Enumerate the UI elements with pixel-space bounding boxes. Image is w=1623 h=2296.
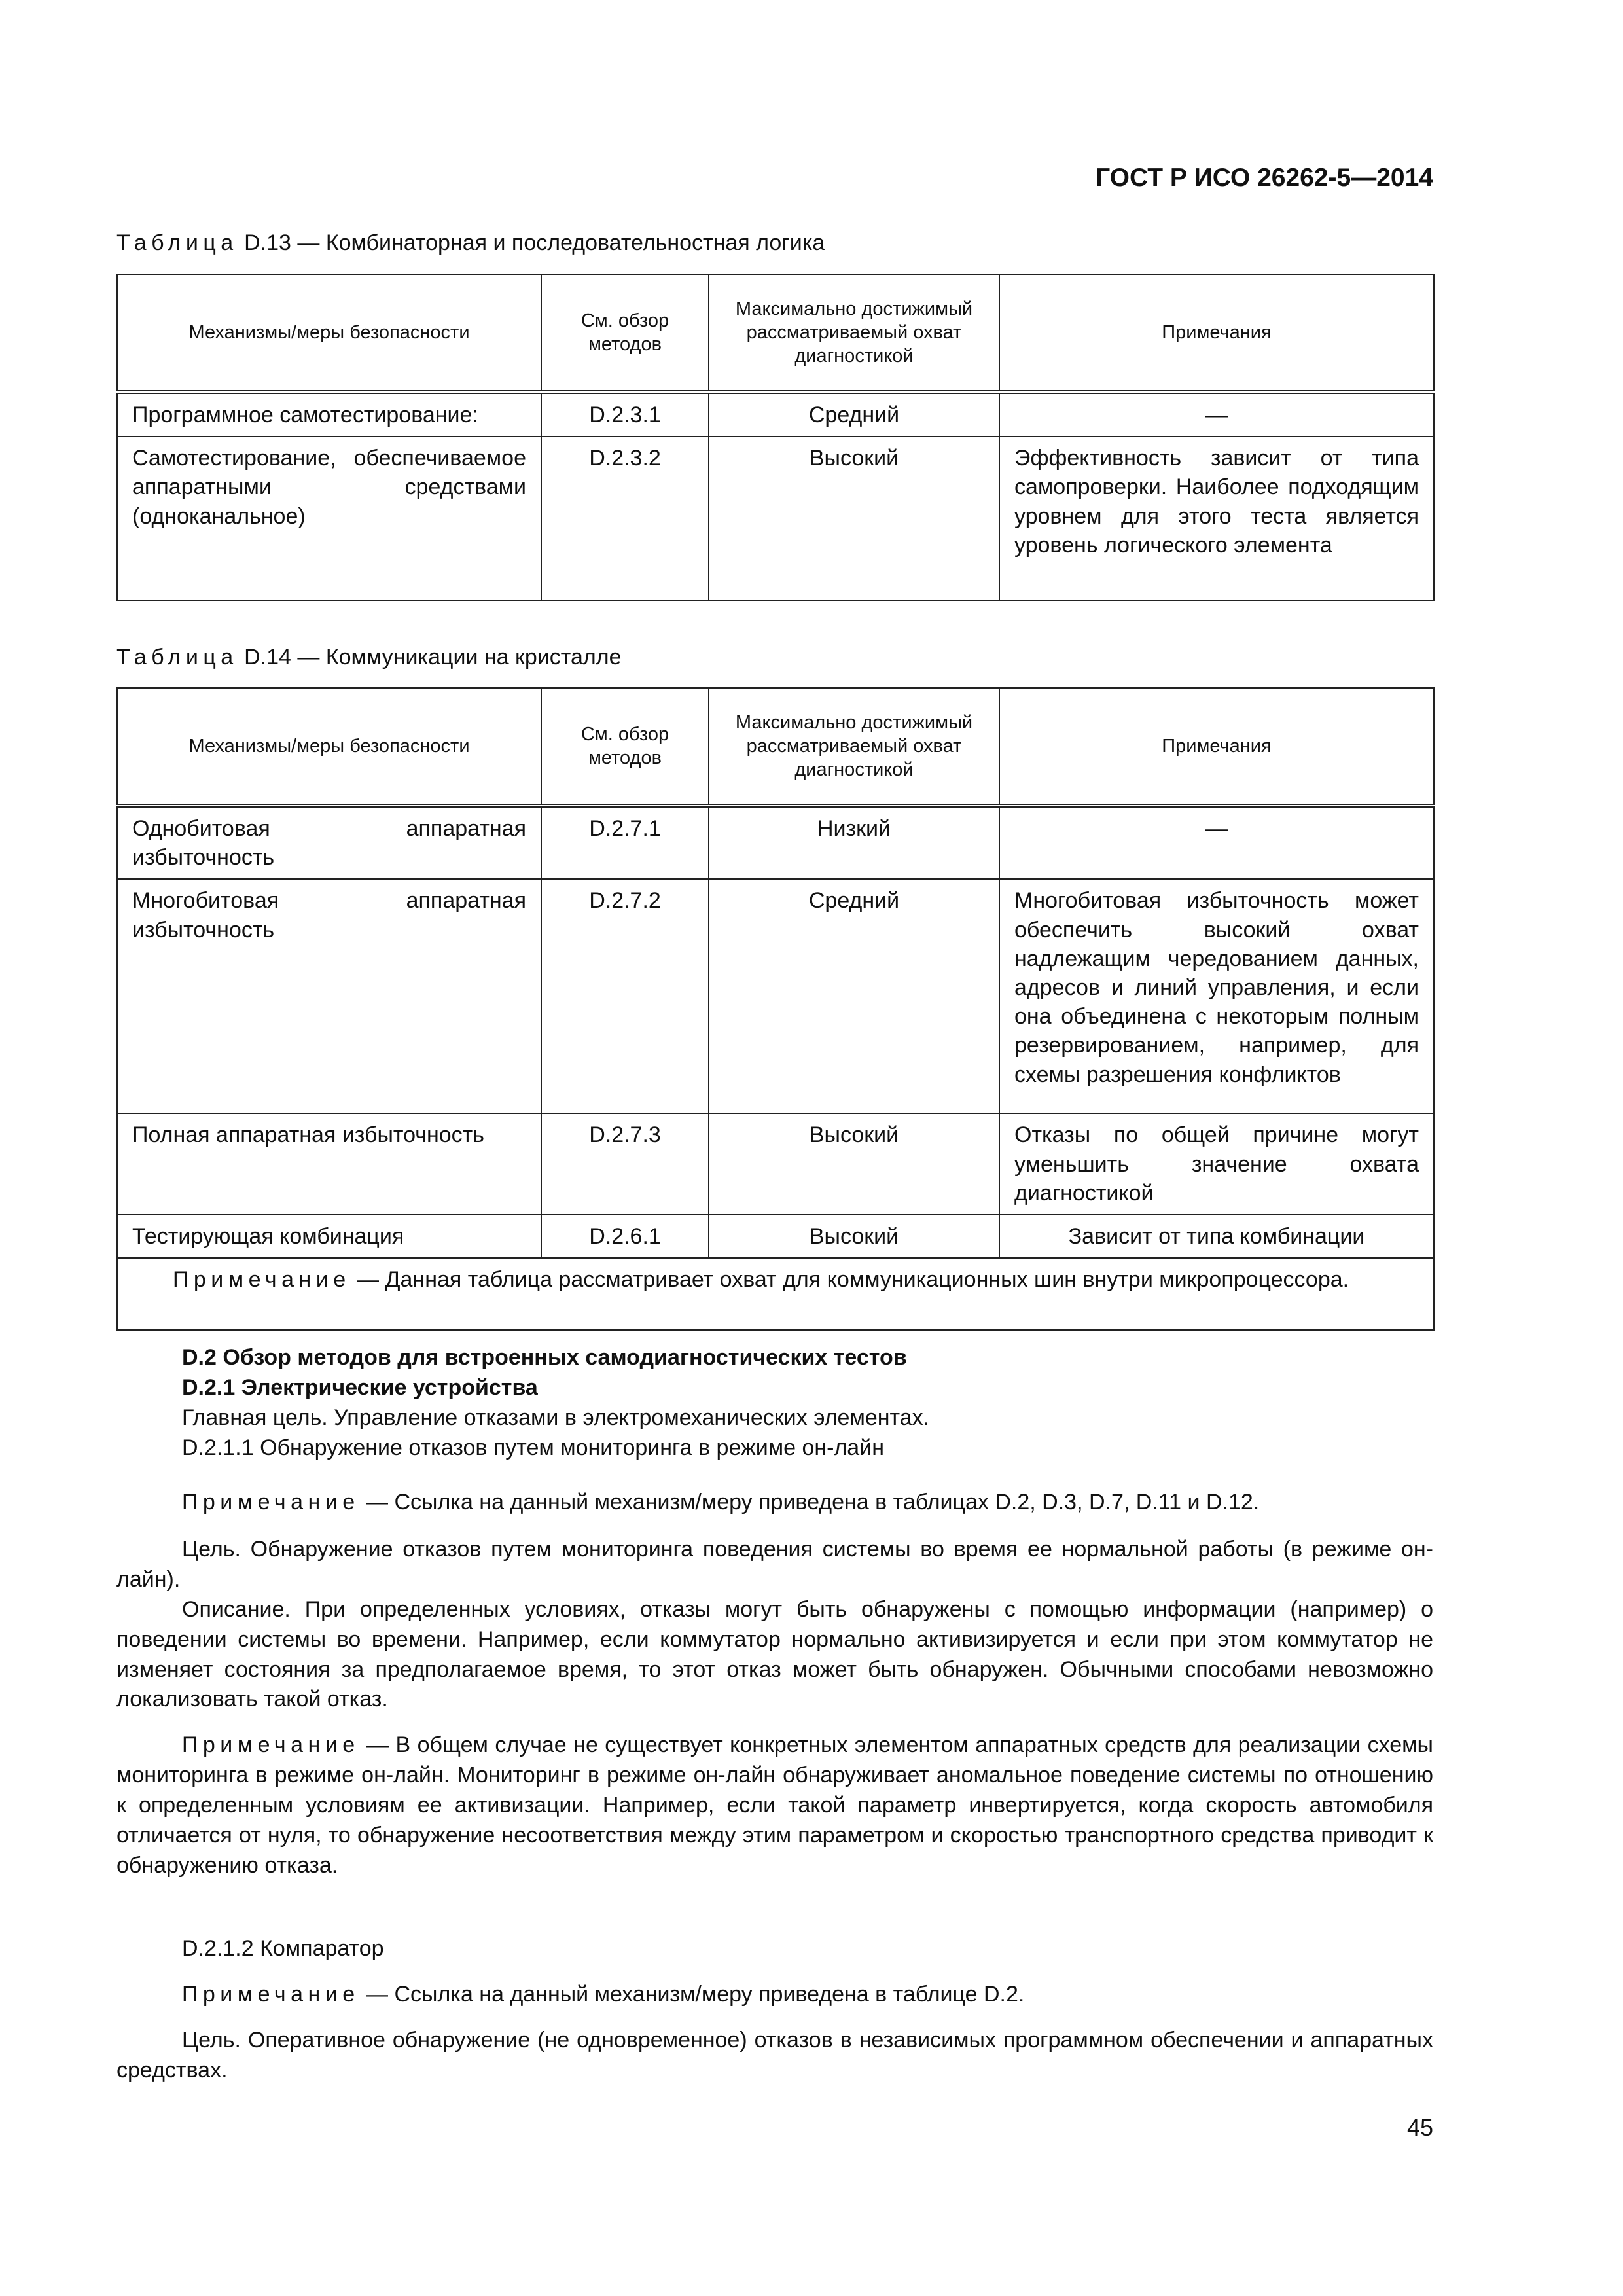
note-2-label: Примечание	[182, 1732, 360, 1757]
header-coverage: Максимально достижимый рассматриваемый охват диагностикой	[709, 274, 999, 392]
cell-ref: D.2.7.2	[541, 879, 709, 1113]
note-2	[116, 1731, 1433, 1880]
heading-d2: D.2 Обзор методов для встроенных самодиагностических тестов	[182, 1345, 907, 1370]
cell-ref: D.2.3.1	[541, 392, 709, 437]
description-1: Описание. При определенных условиях, отказы могут быть обнаружены с помощью информации (например) о поведении системы во времени. Например, если коммутатор нормально активизируется и если при этом коммутатор не изменяет состояния за предполагаемое время, то этот отказ может быть обнаружен. Обычными способами невозможно локализовать такой отказ.	[116, 1596, 1433, 1712]
page-number: 45	[1406, 2114, 1433, 2141]
cell-coverage: Низкий	[709, 806, 999, 879]
header-coverage: Максимально достижимый рассматриваемый охват диагностикой	[709, 688, 999, 806]
note-2-text: — В общем случае не существует конкретных элементом аппаратных средств для реализации схемы мониторинга в режиме он-лайн. Мониторинг в режиме он-лайн обнаруживает аномальное поведение системы по отношению к определенным условиям ее активизации. Например, если такой параметр инвертируется, когда скорость автомобиля отличается от нуля, то обнаружение несоответствия между этим параметром и скоростью транспортного средства приводит к обнаружению отказа.	[116, 1732, 1433, 1878]
header-notes: Примечания	[999, 688, 1434, 806]
table-note-row	[117, 1258, 1434, 1330]
table-d14-note	[117, 1258, 1434, 1330]
cell-ref: D.2.3.2	[541, 437, 709, 600]
note-1	[116, 1488, 1433, 1518]
cell-mechanism: Однобитовая аппаратная избыточность	[117, 806, 541, 879]
table-d14	[116, 687, 1435, 1331]
cell-ref: D.2.6.1	[541, 1215, 709, 1258]
table-row	[117, 1113, 1434, 1215]
cell-coverage: Средний	[709, 392, 999, 437]
header-mechanism: Механизмы/меры безопасности	[117, 274, 541, 392]
table-d14-header-row	[117, 688, 1434, 806]
table-row	[117, 392, 1434, 437]
goal-main: Главная цель. Управление отказами в электромеханических элементах.	[182, 1405, 930, 1430]
body-top-block	[116, 1343, 1433, 1463]
goal-1: Цель. Обнаружение отказов путем мониторинга поведения системы во время ее нормальной работы (в режиме он-лайн).	[116, 1537, 1433, 1592]
cell-mechanism: Полная аппаратная избыточность	[117, 1113, 541, 1215]
cell-mechanism: Программное самотестирование:	[117, 392, 541, 437]
note-3-text: — Ссылка на данный механизм/меру приведена в таблице D.2.	[359, 1982, 1025, 2007]
cell-coverage: Высокий	[709, 1215, 999, 1258]
table-d13-header-row	[117, 274, 1434, 392]
cell-mechanism: Многобитовая аппаратная избыточность	[117, 879, 541, 1113]
cell-ref: D.2.7.1	[541, 806, 709, 879]
table-d13-caption-label: Таблица	[116, 230, 238, 255]
cell-ref: D.2.7.3	[541, 1113, 709, 1215]
note-1-label: Примечание	[182, 1490, 360, 1515]
table-row	[117, 806, 1434, 879]
goal-description-block	[116, 1535, 1433, 1715]
cell-coverage: Высокий	[709, 437, 999, 600]
cell-coverage: Средний	[709, 879, 999, 1113]
header-ref: См. обзор методов	[541, 274, 709, 392]
table-d13-caption-text: D.13 — Комбинаторная и последовательностная логика	[238, 230, 825, 255]
cell-notes: Многобитовая избыточность может обеспечить высокий охват надлежащим чередованием данных, адресов и линий управления, и если она объединена с некоторым полным резервированием, например, для схемы разрешения конфликтов	[999, 879, 1434, 1113]
cell-mechanism: Тестирующая комбинация	[117, 1215, 541, 1258]
header-mechanism: Механизмы/меры безопасности	[117, 688, 541, 806]
cell-notes: Зависит от типа комбинации	[999, 1215, 1434, 1258]
header-ref: См. обзор методов	[541, 688, 709, 806]
note-1-text: — Ссылка на данный механизм/меру приведена в таблицах D.2, D.3, D.7, D.11 и D.12.	[359, 1490, 1260, 1515]
note-3-label: Примечание	[182, 1982, 360, 2007]
cell-notes: —	[999, 392, 1434, 437]
table-row	[117, 879, 1434, 1113]
cell-mechanism: Самотестирование, обеспечиваемое аппаратными средствами (одноканальное)	[117, 437, 541, 600]
table-d14-caption-label: Таблица	[116, 645, 238, 670]
goal-2-block	[116, 2026, 1433, 2086]
subheading-d212: D.2.1.2 Компаратор	[182, 1936, 384, 1961]
cell-coverage: Высокий	[709, 1113, 999, 1215]
note-3	[116, 1980, 1433, 2010]
header-notes: Примечания	[999, 274, 1434, 392]
table-row	[117, 437, 1434, 600]
table-d14-note-label: Примечание	[173, 1267, 351, 1293]
table-d14-note-text: — Данная таблица рассматривает охват для коммуникационных шин внутри микропроцессора.	[350, 1267, 1349, 1293]
standard-code-header: ГОСТ Р ИСО 26262-5—2014	[1096, 164, 1433, 192]
cell-notes: Эффективность зависит от типа самопроверки. Наиболее подходящим уровнем для этого теста является уровень логического элемента	[999, 437, 1434, 600]
table-row	[117, 1215, 1434, 1258]
table-d13-caption	[116, 230, 825, 256]
table-d13	[116, 274, 1435, 601]
subheading-d212-block	[116, 1934, 1433, 1964]
cell-notes: Отказы по общей причине могут уменьшить значение охвата диагностикой	[999, 1113, 1434, 1215]
heading-d21: D.2.1 Электрические устройства	[182, 1374, 538, 1400]
table-d14-caption-text: D.14 — Коммуникации на кристалле	[238, 645, 622, 670]
goal-2: Цель. Оперативное обнаружение (не одновременное) отказов в независимых программном обеспечении и аппаратных средствах.	[116, 2028, 1433, 2083]
subheading-d211: D.2.1.1 Обнаружение отказов путем мониторинга в режиме он-лайн	[182, 1435, 884, 1460]
cell-notes: —	[999, 806, 1434, 879]
table-d14-caption	[116, 645, 621, 670]
